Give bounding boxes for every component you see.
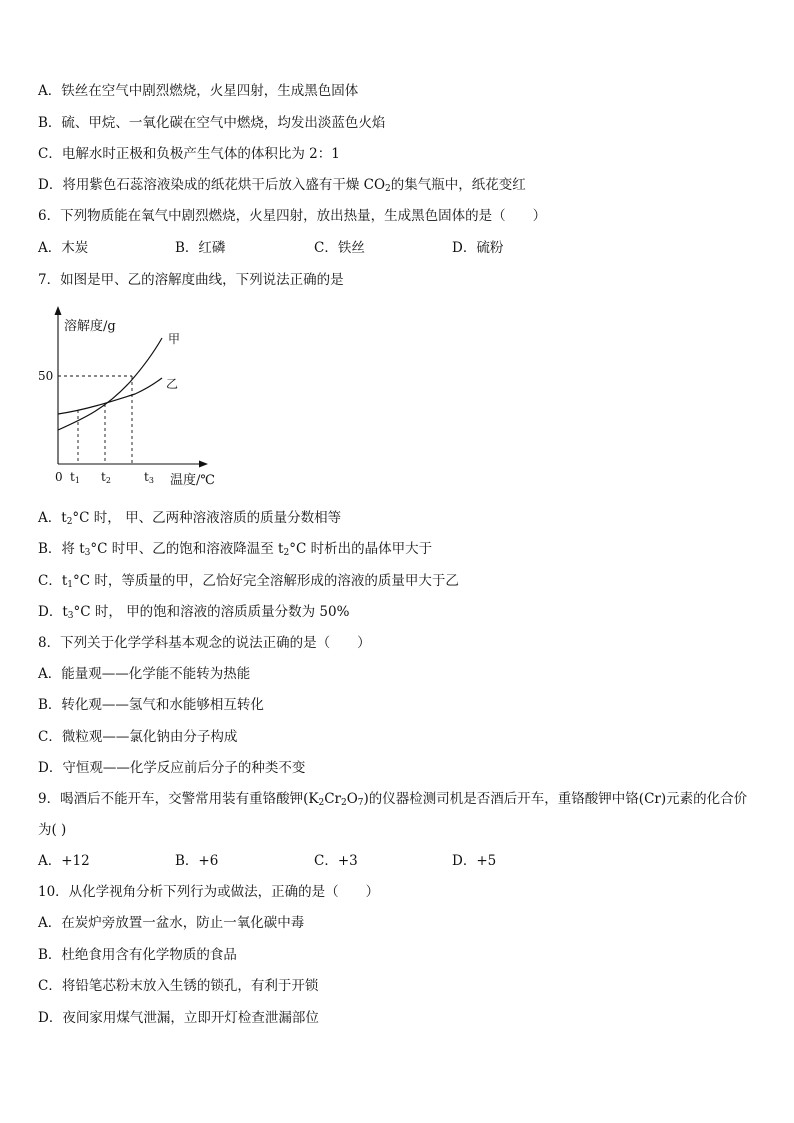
q7-option-c — [38, 572, 459, 590]
t3-sub: 3 — [148, 476, 154, 485]
q7-b-text: B．将 t — [38, 541, 85, 557]
q9-option-a: A．+12 — [38, 853, 90, 869]
q10-option-b: B．杜绝食用含有化学物质的食品 — [38, 947, 237, 963]
curve-yi-label: 乙 — [166, 377, 179, 391]
q5-option-c: C．电解水时正极和负极产生气体的体积比为 2：1 — [38, 146, 340, 162]
q7-d-tail: °C 时， 甲的饱和溶液的溶质质量分数为 50% — [73, 604, 350, 620]
q7-option-b — [38, 540, 432, 558]
q9-stem — [38, 790, 747, 808]
q6-option-a: A．木炭 — [38, 240, 89, 256]
y-tick-50: 50 — [38, 369, 54, 383]
q10-stem: 10．从化学视角分析下列行为或做法，正确的是（ ） — [38, 884, 380, 900]
q7-b-sub1: 3 — [84, 548, 91, 558]
q9-option-d: D．+5 — [452, 853, 497, 869]
curve-jia — [58, 338, 162, 430]
curve-yi — [58, 378, 162, 414]
q8-option-c: C．微粒观——氯化钠由分子构成 — [38, 729, 238, 745]
q7-stem: 7．如图是甲、乙的溶解度曲线，下列说法正确的是 — [38, 272, 344, 288]
q7-a-sub: 2 — [66, 517, 73, 527]
q5-option-a: A．铁丝在空气中剧烈燃烧，火星四射，生成黑色固体 — [38, 83, 359, 99]
q9-stem-b: Cr — [324, 791, 341, 807]
t2-letter: t — [101, 470, 106, 484]
q9-option-c: C．+3 — [314, 853, 358, 869]
q7-d-sub: 3 — [67, 611, 74, 621]
q9-sub3: 7 — [357, 798, 364, 808]
t3-letter: t — [144, 470, 149, 484]
q7-c-text: C．t — [38, 573, 68, 589]
q9-stem-a: 9．喝酒后不能开车，交警常用装有重铬酸钾(K — [38, 791, 319, 807]
q7-b-sub2: 2 — [283, 548, 290, 558]
q5-option-d — [38, 176, 526, 194]
q9-stem-d: )的仪器检测司机是否酒后开车，重铬酸钾中铬(Cr)元素的化合价 — [363, 791, 748, 807]
y-axis-label: 溶解度/g — [64, 319, 116, 334]
q7-option-d — [38, 603, 349, 621]
t1-label — [70, 470, 80, 485]
q7-option-a — [38, 509, 341, 527]
co2-subscript: 2 — [385, 184, 391, 194]
t1-sub: 1 — [74, 476, 80, 485]
q9-option-b: B．+6 — [175, 853, 219, 869]
q7-c-tail: °C 时，等质量的甲，乙恰好完全溶解形成的溶液的质量甲大于乙 — [73, 573, 459, 589]
q10-option-d: D．夜间家用煤气泄漏，立即开灯检查泄漏部位 — [38, 1010, 319, 1026]
x-axis-arrow — [199, 461, 208, 468]
curve-jia-label: 甲 — [168, 332, 181, 346]
q10-option-a: A．在炭炉旁放置一盆水，防止一氧化碳中毒 — [38, 915, 305, 931]
y-axis-arrow — [55, 306, 62, 315]
q6-option-b: B．红磷 — [175, 240, 226, 256]
q8-option-a: A．能量观——化学能不能转为热能 — [38, 666, 251, 682]
solubility-graph — [30, 300, 220, 492]
q7-b-mid: °C 时甲、乙的饱和溶液降温至 t — [90, 541, 284, 557]
q6-stem: 6．下列物质能在氧气中剧烈燃烧，火星四射，放出热量，生成黑色固体的是（ ） — [38, 208, 547, 224]
q9-stem-line2: 为( ) — [38, 822, 67, 838]
q5-option-d-tail: 的集气瓶中，纸花变红 — [390, 177, 526, 193]
t2-label — [101, 470, 111, 485]
q7-d-text: D．t — [38, 604, 68, 620]
q5-option-b: B．硫、甲烷、一氧化碳在空气中燃烧，均发出淡蓝色火焰 — [38, 115, 386, 131]
origin-label: 0 — [55, 470, 63, 484]
q10-option-c: C．将铅笔芯粉末放入生锈的锁孔，有利于开锁 — [38, 978, 319, 994]
q6-option-c: C．铁丝 — [314, 240, 365, 256]
x-axis-label: 温度/℃ — [170, 473, 215, 488]
t3-label — [144, 470, 154, 485]
q7-c-sub: 1 — [67, 580, 73, 590]
q7-a-tail: °C 时， 甲、乙两种溶液溶质的质量分数相等 — [72, 510, 342, 526]
q9-sub2: 2 — [340, 798, 347, 808]
q9-sub1: 2 — [318, 798, 325, 808]
q7-a-text: A．t — [38, 510, 67, 526]
q9-stem-c: O — [346, 791, 358, 807]
q8-option-b: B．转化观——氢气和水能够相互转化 — [38, 697, 264, 713]
q7-b-tail: °C 时析出的晶体甲大于 — [289, 541, 433, 557]
q6-option-d: D．硫粉 — [452, 240, 504, 256]
q8-option-d: D．守恒观——化学反应前后分子的种类不变 — [38, 760, 306, 776]
t1-letter: t — [70, 470, 75, 484]
t2-sub: 2 — [105, 476, 111, 485]
q8-stem: 8．下列关于化学学科基本观念的说法正确的是（ ） — [38, 635, 371, 651]
q5-option-d-text: D．将用紫色石蕊溶液染成的纸花烘干后放入盛有干燥 CO — [38, 177, 386, 193]
